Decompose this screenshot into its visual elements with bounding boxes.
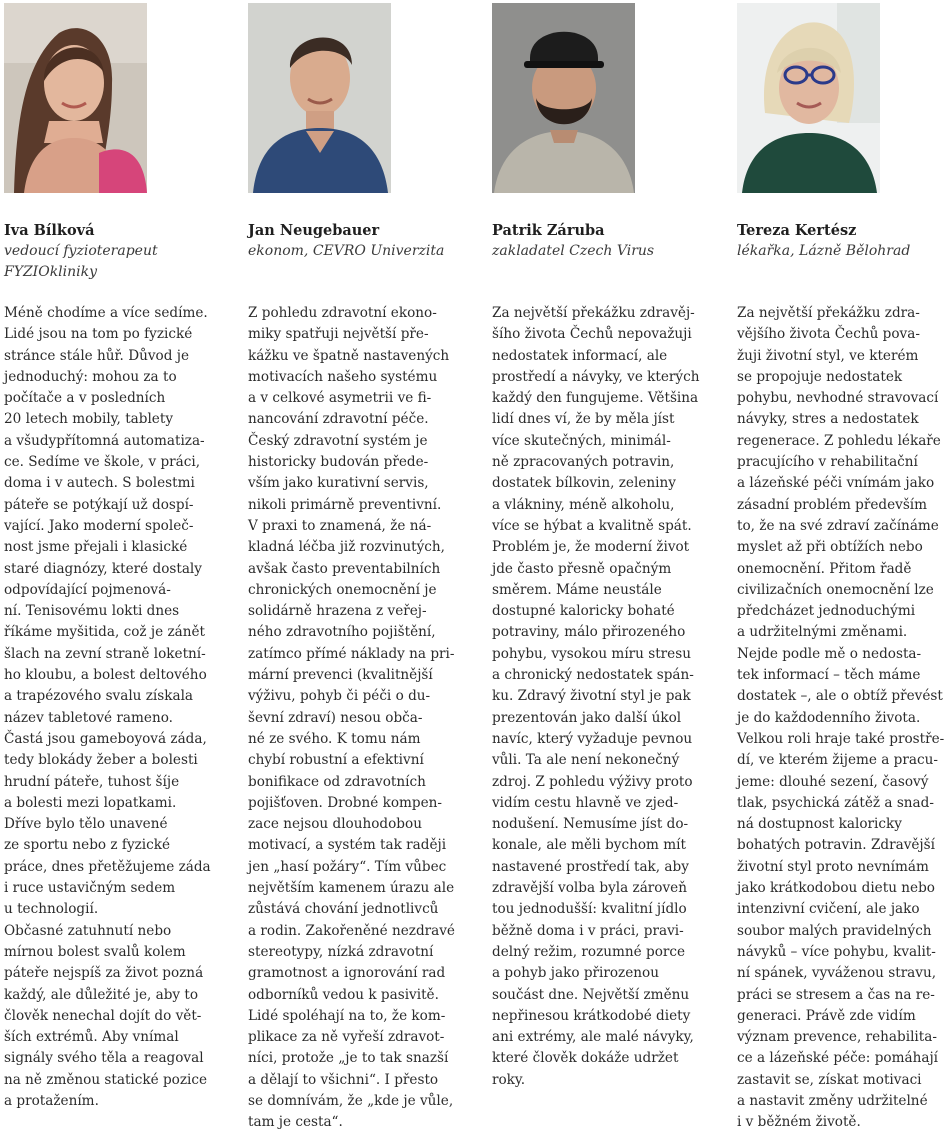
text-line: vající. Jako moderní společ- — [4, 517, 194, 534]
text-line: vůli. Ta ale není nekonečný — [492, 752, 680, 769]
text-line: jako krátkodobou dietu nebo — [737, 880, 935, 897]
portrait-illustration — [737, 3, 880, 193]
text-line: na ně změnou statické pozice — [4, 1071, 208, 1088]
text-line: každý den fungujeme. Většina — [492, 390, 699, 407]
text-line: navíc, který vyžaduje pevnou — [492, 730, 693, 747]
person-name: Iva Bílková — [4, 222, 95, 239]
person-role-line: zakladatel Czech Virus — [492, 243, 655, 259]
person-name: Jan Neugebauer — [248, 222, 380, 239]
text-line: výživu, pohyb či péči o du- — [248, 688, 431, 705]
text-line: Lidé spoléhají na to, že kom- — [248, 1007, 446, 1024]
text-line: roky. — [492, 1071, 526, 1088]
text-line: Český zdravotní systém je — [248, 432, 428, 449]
text-line: tlak, psychická zátěž a snad- — [737, 794, 934, 811]
text-line: a všudypřítomná automatiza- — [4, 432, 205, 449]
text-line: delný režim, rozumné porce — [492, 943, 686, 960]
text-line: člověk nenechal dojít do vět- — [4, 1007, 202, 1024]
text-line: a dělají to všichni“. I přesto — [248, 1071, 439, 1088]
text-line: nancování zdravotní péče. — [248, 411, 429, 428]
text-line: největším kamenem úrazu ale — [248, 880, 455, 897]
text-line: pohybu, nevhodné stravovací — [737, 390, 939, 407]
text-line: ně zpracovaných potravin, — [492, 454, 675, 471]
text-line: Častá jsou gameboyová záda, — [4, 730, 207, 747]
text-line: Velkou roli hraje také prostře- — [737, 730, 945, 747]
text-line: zůstává chování jednotlivců — [248, 901, 439, 918]
portrait-photo — [737, 3, 880, 193]
text-line: civilizačních onemocnění lze — [737, 581, 934, 598]
text-line: prostředí a návyky, ve kterých — [492, 368, 700, 385]
text-line: pojišťoven. Drobné kompen- — [248, 794, 443, 811]
text-line: jde často přesně opačným — [492, 560, 672, 577]
text-line: dostatek –, ale o obtíž převést — [737, 688, 943, 705]
text-line: lidí dnes ví, že by měla jíst — [492, 411, 675, 428]
text-line: a trapézového svalu získala — [4, 688, 194, 705]
text-line: šího života Čechů nepovažuji — [492, 326, 692, 343]
text-line: páteře nejspíš za život pozná — [4, 965, 204, 982]
text-line: ná dostupnost kaloricky — [737, 816, 902, 833]
text-line: V praxi to znamená, že ná- — [248, 517, 432, 534]
text-line: je do každodenního života. — [737, 709, 921, 726]
text-line: ce a lázeňské péče: pomáhají — [737, 1050, 939, 1067]
text-line: se propojuje nedostatek — [737, 368, 903, 385]
text-line: jednoduchý: mohou za to — [4, 368, 177, 385]
text-line: zatímco přímé náklady na pri- — [248, 645, 455, 662]
text-line: kladná léčba již rozvinutých, — [248, 539, 445, 556]
text-line: tedy blokády žeber a bolesti — [4, 752, 198, 769]
person-role-line: vedoucí fyzioterapeut — [4, 243, 158, 259]
text-line: hrudní páteře, tuhost šíje — [4, 773, 180, 790]
text-line: zdravější volba byla zároveň — [492, 880, 687, 897]
text-line: ného zdravotního pojištění, — [248, 624, 436, 641]
text-line: plikace za ně vyřeší zdravot- — [248, 1029, 445, 1046]
text-line: signály svého těla a reagoval — [4, 1050, 204, 1067]
text-line: mírnou bolest svalů kolem — [4, 943, 186, 960]
text-line: počítače a v posledních — [4, 390, 166, 407]
text-line: nastavené prostředí tak, aby — [492, 858, 689, 875]
person-role-line: ekonom, CEVRO Univerzita — [248, 243, 445, 259]
text-line: nikoli primárně preventivní. — [248, 496, 442, 513]
statement-text — [4, 303, 224, 1112]
text-line: a pohyb jako přirozenou — [492, 965, 659, 982]
person-column — [737, 0, 947, 1131]
text-line: potraviny, málo přirozeného — [492, 624, 686, 641]
text-line: práci se stresem a čas na re- — [737, 986, 935, 1003]
text-line: a lázeňské péči vnímám jako — [737, 475, 935, 492]
text-line: né ze svého. K tomu nám — [248, 730, 421, 747]
person-name: Patrik Záruba — [492, 222, 605, 239]
text-line: a chronický nedostatek spán- — [492, 667, 694, 684]
text-line: říkáme myšitida, což je zánět — [4, 624, 205, 641]
text-line: historicky budován přede- — [248, 454, 429, 471]
text-line: odborníků vedou k pasivitě. — [248, 986, 439, 1003]
text-line: a v celkové asymetrii ve fi- — [248, 390, 432, 407]
text-line: které člověk dokáže udržet — [492, 1050, 679, 1067]
text-line: stereotypy, nízká zdravotní — [248, 943, 434, 960]
text-line: vším jako kurativní servis, — [248, 475, 429, 492]
portrait-photo — [492, 3, 635, 193]
text-line: pohybu, vysokou míru stresu — [492, 645, 691, 662]
portrait-illustration — [248, 3, 391, 193]
text-line: zastavit se, získat motivaci — [737, 1071, 922, 1088]
text-line: gramotnost a ignorování rad — [248, 965, 446, 982]
text-line: žuji životní styl, ve kterém — [737, 347, 919, 364]
text-line: a rodin. Zakořeněné nezdravé — [248, 922, 455, 939]
text-line: Lidé jsou na tom po fyzické — [4, 326, 193, 343]
text-line: Z pohledu zdravotní ekono- — [248, 305, 437, 321]
text-line: dí, ve kterém žijeme a pracu- — [737, 752, 938, 769]
text-line: a bolesti mezi lopatkami. — [4, 794, 177, 811]
text-line: doma i v autech. S bolestmi — [4, 475, 195, 492]
text-line: i v běžném životě. — [737, 1114, 861, 1131]
text-line: ze sportu nebo z fyzické — [4, 837, 171, 854]
text-line: zace nejsou dlouhodobou — [248, 816, 422, 833]
text-line: Dříve bylo tělo unavené — [4, 816, 168, 833]
text-line: prezentován jako další úkol — [492, 709, 682, 726]
text-line: 20 letech mobily, tablety — [4, 411, 173, 428]
portrait-illustration — [4, 3, 147, 193]
text-line: stránce stále hůř. Důvod je — [4, 347, 189, 364]
portrait-illustration — [492, 3, 635, 193]
text-line: šlach na zevní straně loketní- — [4, 645, 206, 662]
text-line: dostupné kaloricky bohaté — [492, 603, 675, 620]
text-line: odpovídající pojmenová- — [4, 581, 171, 598]
text-line: avšak často preventabilních — [248, 560, 441, 577]
text-line: jen „hasí požáry“. Tím vůbec — [248, 858, 447, 875]
portrait-photo — [4, 3, 147, 193]
text-line: dostatek bílkovin, zeleniny — [492, 475, 676, 492]
text-line: motivací, a systém tak raději — [248, 837, 447, 854]
text-line: onemocnění. Přitom řadě — [737, 560, 912, 577]
portrait-photo — [248, 3, 391, 193]
text-line: nedostatek informací, ale — [492, 347, 668, 364]
text-line: a nastavit změny udržitelné — [737, 1092, 928, 1109]
text-line: běžně doma i v práci, pravi- — [492, 922, 684, 939]
text-line: ho kloubu, a bolest deltového — [4, 667, 207, 684]
text-line: návyky, stres a nedostatek — [737, 411, 919, 428]
text-line: nodušení. Nemusíme jíst do- — [492, 816, 689, 833]
text-line: ní spánek, vyváženou stravu, — [737, 965, 937, 982]
text-line: níci, protože „je to tak snazší — [248, 1050, 449, 1067]
text-line: Občasné zatuhnutí nebo — [4, 922, 172, 939]
text-line: Problém je, že moderní život — [492, 539, 690, 556]
text-line: solidárně hrazena z veřej- — [248, 603, 427, 620]
text-line: a udržitelnými změnami. — [737, 624, 908, 641]
text-line: tek informací – těch máme — [737, 667, 921, 684]
person-column — [4, 0, 229, 1109]
text-line: ní. Tenisovému lokti dnes — [4, 603, 180, 620]
text-line: ševní zdraví) nesou obča- — [248, 709, 423, 726]
statement-text — [737, 303, 947, 1134]
text-line: práce, dnes přetěžujeme záda — [4, 858, 211, 875]
text-line: pracujícího v rehabilitační — [737, 454, 918, 471]
text-line: ších extrémů. Aby vnímal — [4, 1029, 179, 1046]
text-line: a protažením. — [4, 1092, 99, 1109]
text-line: zásadní problém především — [737, 496, 928, 513]
text-line: vidím cestu hlavně ve zjed- — [492, 794, 679, 811]
text-line: myslet až při obtížích nebo — [737, 539, 923, 556]
text-line: ku. Zdravý životní styl je pak — [492, 688, 691, 705]
text-line: návyků – více pohybu, kvalit- — [737, 943, 936, 960]
text-line: a vlákniny, méně alkoholu, — [492, 496, 675, 513]
text-line: nost jsme přejali i klasické — [4, 539, 188, 556]
text-line: miky spatřuji největší pře- — [248, 326, 429, 343]
text-line: Nejde podle mě o nedosta- — [737, 645, 922, 662]
text-line: Za největší překážku zdra- — [737, 305, 920, 321]
text-line: regenerace. Z pohledu lékaře — [737, 432, 941, 449]
text-line: směrem. Máme neustále — [492, 581, 662, 598]
text-line: tam je cesta“. — [248, 1114, 343, 1131]
text-line: název tabletové rameno. — [4, 709, 173, 726]
person-role-line: FYZIOkliniky — [4, 264, 98, 280]
text-line: staré diagnózy, které dostaly — [4, 560, 202, 577]
text-line: se domnívám, že „kde je vůle, — [248, 1092, 454, 1109]
text-line: Méně chodíme a více sedíme. — [4, 305, 208, 321]
text-line: ani extrémy, ale malé návyky, — [492, 1029, 694, 1046]
text-line: význam prevence, rehabilita- — [737, 1029, 937, 1046]
text-line: ce. Sedíme ve škole, v práci, — [4, 454, 201, 471]
text-line: u technologií. — [4, 901, 99, 918]
person-column — [248, 0, 473, 1131]
text-line: součást dne. Největší změnu — [492, 986, 690, 1003]
text-line: jeme: dlouhé sezení, časový — [737, 773, 929, 790]
text-line: životní styl proto nevnímám — [737, 858, 929, 875]
statement-text — [248, 303, 468, 1134]
text-line: intenzivní cvičení, ale jako — [737, 901, 920, 918]
text-line: chronických onemocnění je — [248, 581, 437, 598]
text-line: Za největší překážku zdravěj- — [492, 305, 695, 321]
text-line: více skutečných, minimál- — [492, 432, 671, 449]
person-role-line: lékařka, Lázně Bělohrad — [737, 243, 911, 259]
text-line: soubor malých pravidelných — [737, 922, 932, 939]
text-line: páteře se potýkají už dospí- — [4, 496, 194, 513]
text-line: to, že na své zdraví začínáme — [737, 517, 939, 534]
text-line: předcházet jednoduchými — [737, 603, 916, 620]
text-line: každý, ale důležité je, aby to — [4, 986, 199, 1003]
text-line: mární prevenci (kvalitnější — [248, 667, 433, 684]
text-line: motivacích našeho systému — [248, 368, 438, 385]
text-line: kážku ve špatně nastavených — [248, 347, 450, 364]
text-line: více se hýbat a kvalitně spát. — [492, 517, 692, 534]
text-line: tou jednodušší: kvalitní jídlo — [492, 901, 687, 918]
person-name: Tereza Kertész — [737, 222, 857, 239]
text-line: nepřinesou krátkodobé diety — [492, 1007, 691, 1024]
text-line: i ruce ustavičným sedem — [4, 880, 176, 897]
text-line: generaci. Právě zde vidím — [737, 1007, 916, 1024]
text-line: zdroj. Z pohledu výživy proto — [492, 773, 693, 790]
person-column — [492, 0, 717, 1088]
text-line: bohatých potravin. Zdravější — [737, 837, 935, 854]
text-line: bonifikace od zdravotních — [248, 773, 426, 790]
text-line: chybí robustní a efektivní — [248, 752, 424, 769]
text-line: konale, ale měli bychom mít — [492, 837, 686, 854]
text-line: vějšího života Čechů pova- — [737, 326, 920, 343]
statement-text — [492, 303, 712, 1091]
